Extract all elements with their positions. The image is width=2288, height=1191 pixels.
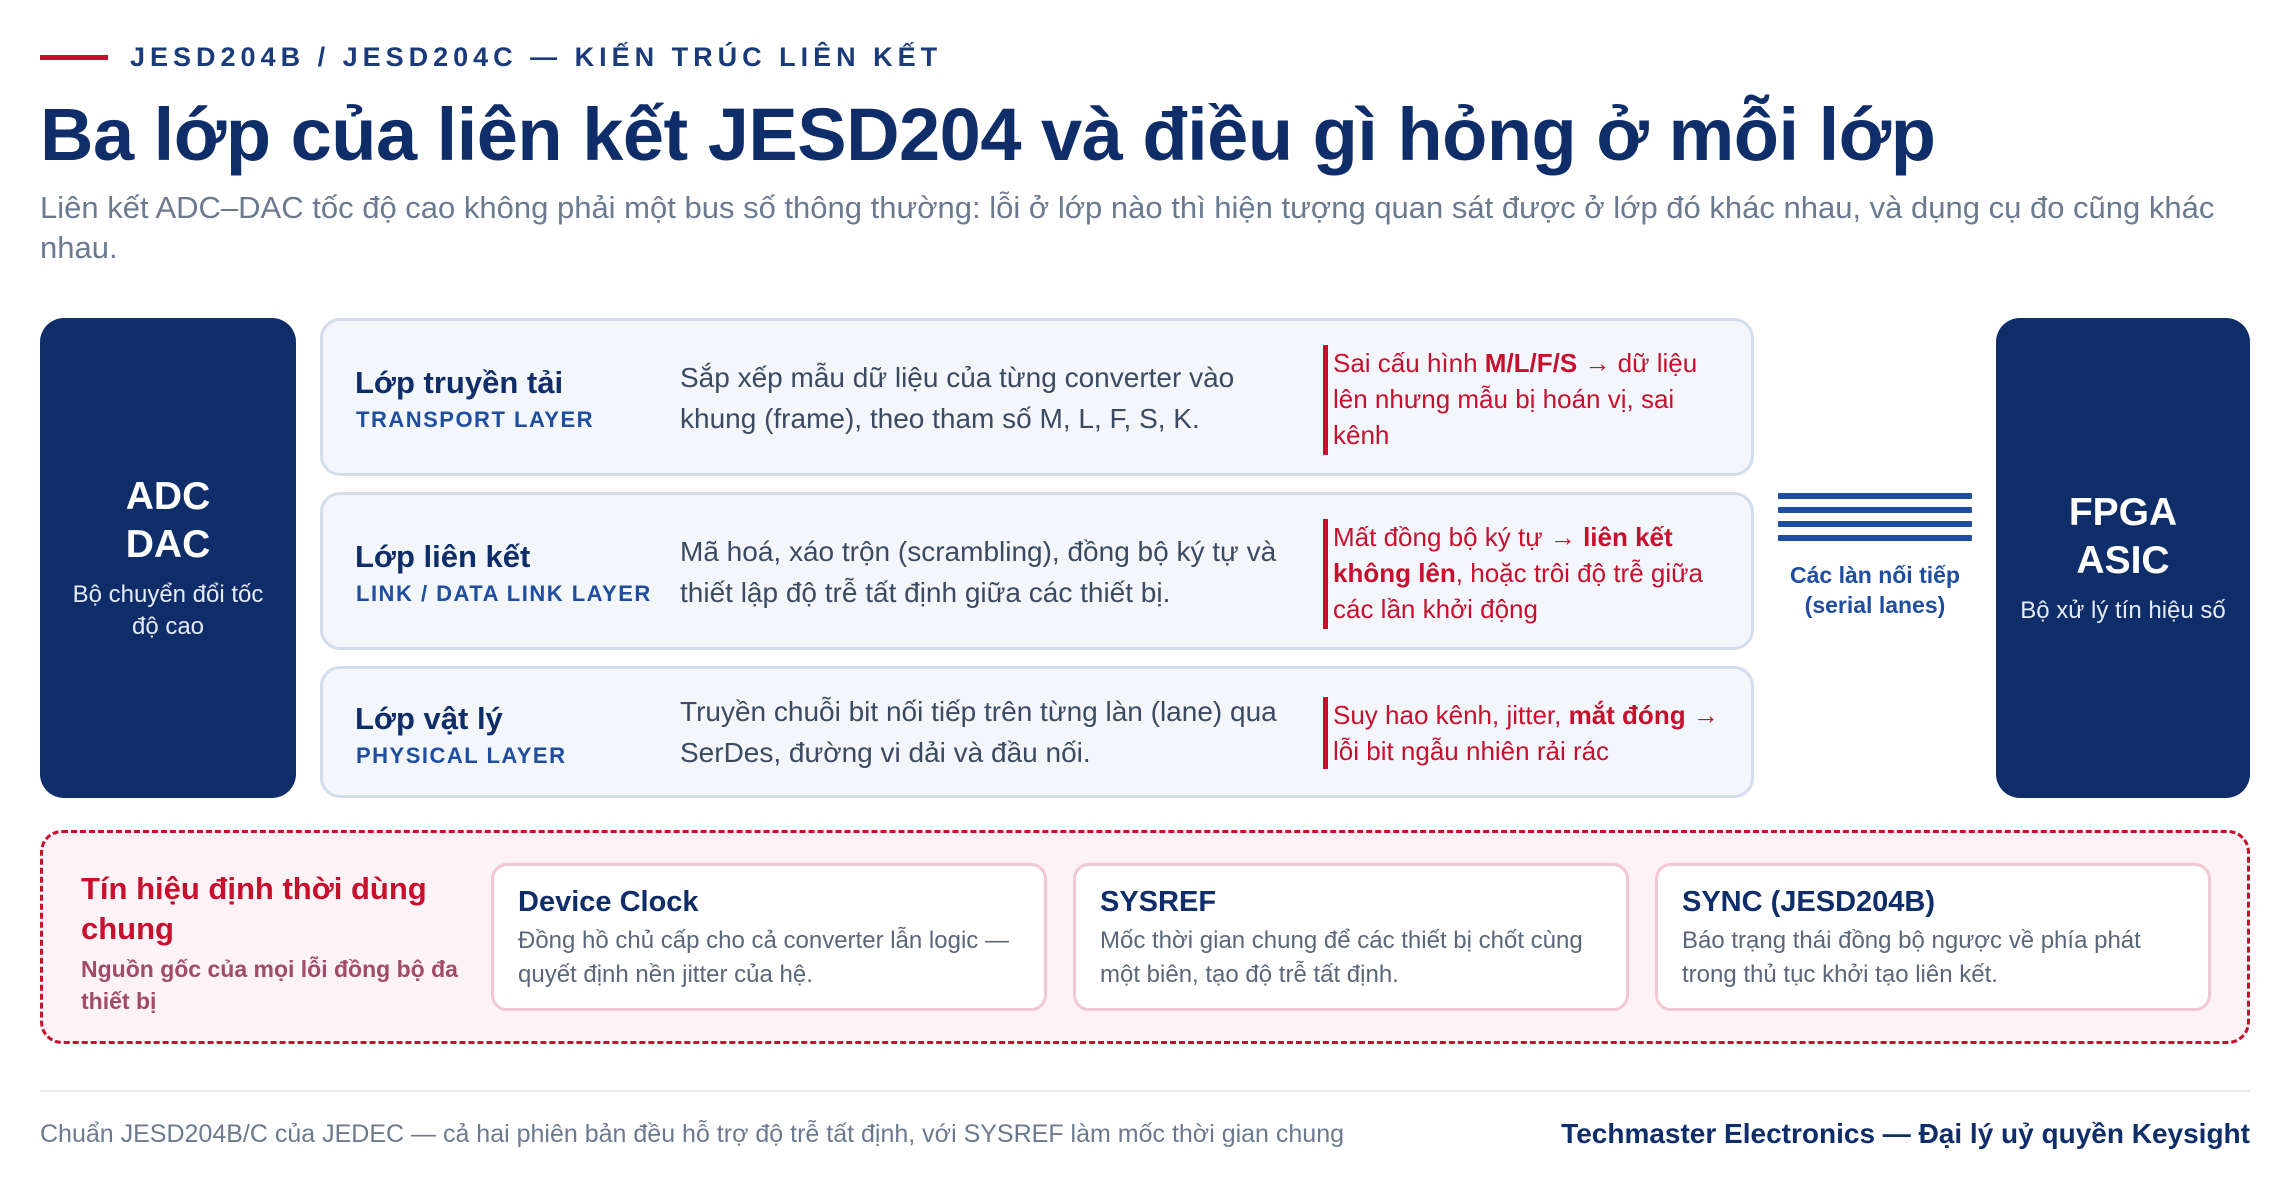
page-subtitle: Liên kết ADC–DAC tốc độ cao không phải một bus số thông thường: lỗi ở lớp nào thì hiện tượng quan sát được ở lớp đó khác nhau, và dụng cụ đo cũng khác nhau.: [40, 190, 2215, 265]
lane-line: [1778, 493, 1972, 499]
endpoint-caption: Bộ xử lý tín hiệu số: [2020, 597, 2226, 624]
timing-card-desc: Đồng hồ chủ cấp cho cả converter lẫn logic — quyết định nền jitter của hệ.: [518, 927, 1009, 988]
timing-heading: Tín hiệu định thời dùng chung: [81, 871, 427, 946]
eyebrow: [40, 42, 942, 73]
eyebrow-text: JESD204B / JESD204C — KIẾN TRÚC LIÊN KẾT: [130, 42, 943, 72]
layer-sub: LINK / DATA LINK LAYER: [356, 581, 652, 606]
endpoint-line-1: ADC: [125, 475, 211, 518]
layer-fault: Suy hao kênh, jitter, mắt đóng → lỗi bit ngẫu nhiên rải rác: [1333, 700, 1719, 766]
timing-card-title: SYNC (JESD204B): [1682, 886, 1936, 918]
layer-name: Lớp liên kết: [355, 539, 531, 574]
fault-marker: [1323, 697, 1328, 769]
lane-line: [1778, 535, 1972, 541]
timing-card-device-clock: [491, 863, 1047, 1011]
lane-line: [1778, 507, 1972, 513]
footer-note: Chuẩn JESD204B/C của JEDEC — cả hai phiên bản đều hỗ trợ độ trễ tất định, với SYSREF làm mốc thời gian chung: [40, 1120, 1345, 1148]
layer-description: Truyền chuỗi bit nối tiếp trên từng làn (lane) qua SerDes, đường vi dải và đầu nối.: [680, 696, 1277, 768]
lane-line: [1778, 521, 1972, 527]
page-title: Ba lớp của liên kết JESD204 và điều gì hỏng ở mỗi lớp: [40, 93, 1936, 176]
footer-brand: Techmaster Electronics — Đại lý uỷ quyền Keysight: [1561, 1118, 2250, 1149]
layer-transport: [320, 318, 1754, 476]
layer-fault: Sai cấu hình M/L/F/S → dữ liệu lên nhưng mẫu bị hoán vị, sai kênh: [1333, 348, 1698, 450]
layer-sub: PHYSICAL LAYER: [356, 743, 567, 768]
layer-name: Lớp vật lý: [355, 701, 503, 736]
serial-lanes-label: Các làn nối tiếp (serial lanes): [1790, 562, 1960, 618]
layer-physical: [320, 666, 1754, 798]
layer-description: Sắp xếp mẫu dữ liệu của từng converter vào khung (frame), theo tham số M, L, F, S, K.: [680, 362, 1235, 434]
layer-link: [320, 492, 1754, 650]
shared-timing-panel: [40, 830, 2250, 1044]
endpoint-line-1: FPGA: [2068, 491, 2178, 534]
timing-card-desc: Báo trạng thái đồng bộ ngược về phía phát trong thủ tục khởi tạo liên kết.: [1682, 927, 2141, 988]
fault-marker: [1323, 519, 1328, 629]
fault-marker: [1323, 345, 1328, 455]
timing-card-sysref: [1073, 863, 1629, 1011]
layer-sub: TRANSPORT LAYER: [356, 407, 595, 432]
timing-card-sync: [1655, 863, 2211, 1011]
fpga-asic-endpoint: [1996, 318, 2250, 798]
timing-card-title: Device Clock: [518, 886, 699, 918]
footer-divider: [40, 1090, 2250, 1092]
layer-fault: Mất đồng bộ ký tự → liên kết không lên, hoặc trôi độ trễ giữa các lần khởi động: [1333, 522, 1703, 624]
layer-name: Lớp truyền tải: [355, 365, 564, 400]
endpoint-line-2: ASIC: [2076, 539, 2170, 582]
serial-lanes-icon: [1778, 493, 1972, 549]
timing-card-desc: Mốc thời gian chung để các thiết bị chốt cùng một biên, tạo độ trễ tất định.: [1100, 927, 1583, 988]
adc-dac-endpoint: [40, 318, 296, 798]
eyebrow-accent-line: [40, 55, 108, 60]
timing-card-title: SYSREF: [1100, 886, 1217, 918]
layer-description: Mã hoá, xáo trộn (scrambling), đồng bộ ký tự và thiết lập độ trễ tất định giữa các thiết bị.: [680, 536, 1277, 608]
timing-subheading: Nguồn gốc của mọi lỗi đồng bộ đa thiết bị: [81, 956, 458, 1014]
endpoint-line-2: DAC: [125, 523, 211, 566]
endpoint-caption: Bộ chuyển đổi tốc độ cao: [72, 581, 264, 640]
